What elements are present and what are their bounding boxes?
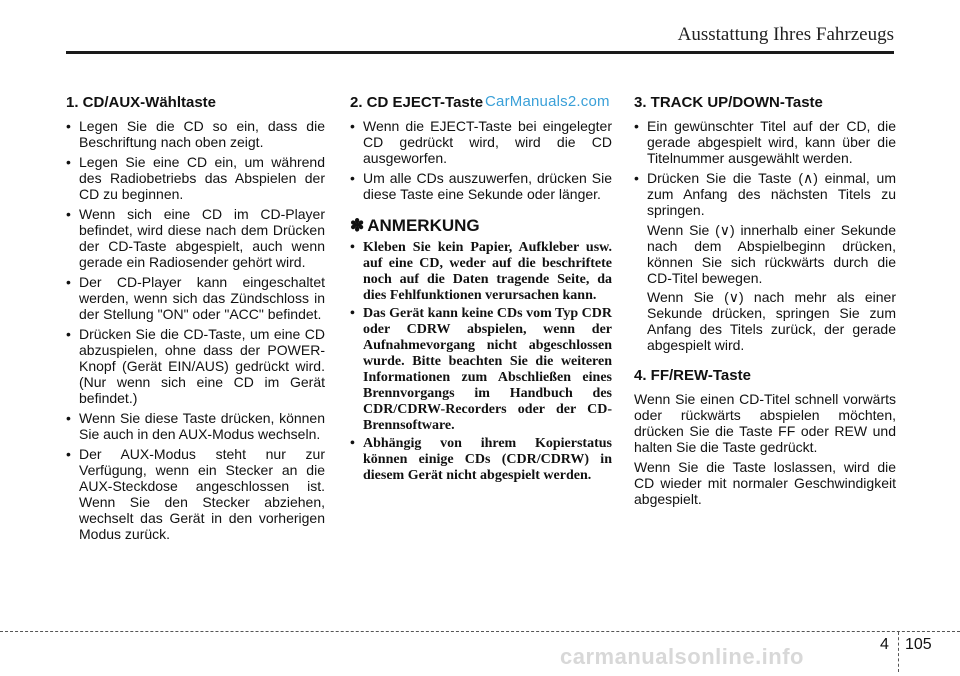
track-sub-paragraph: Wenn Sie (∨) innerhalb einer Sekunde nach dem Abspielbeginn drücken, können Sie sich rückwärts durch die CD-Titel bewegen.: [647, 222, 896, 286]
note-list: [350, 240, 612, 484]
section-heading-cd-aux: 1. CD/AUX-Wähltaste: [66, 94, 217, 111]
note-item: • Das Gerät kann keine CDs vom Typ CDR oder CDRW abspielen, wenn der Aufnahmevorgang nicht abgeschlossen wurde. Bitte beachten Sie die weiteren Informationen zum Abschließen eines Brennvorgangs im Handbuch des CDR/CDRW-Recorders oder der CD-Brennsoftware.: [350, 306, 612, 434]
list-item: • Drücken Sie die Taste (∧) einmal, um zum Anfang des nächsten Titels zu springen.: [634, 170, 896, 218]
ff-rew-paragraph: Wenn Sie die Taste loslassen, wird die CD wieder mit normaler Geschwindigkeit abgespielt.: [634, 459, 896, 507]
cd-aux-list: [66, 118, 325, 542]
note-asterisk-icon: ✽: [350, 216, 365, 235]
track-list: [634, 118, 896, 218]
list-item: • Wenn sich eine CD im CD-Player befindet, wird diese nach dem Drücken der CD-Taste abgespielt, auch wenn gerade ein Radiosender gehört wird.: [66, 206, 325, 270]
page-number: 105: [905, 636, 932, 653]
list-item: • Wenn die EJECT-Taste bei eingelegter CD gedrückt wird, wird die CD ausgeworfen.: [350, 118, 612, 166]
chapter-number: 4: [880, 636, 889, 653]
eject-list: [350, 118, 612, 202]
section-heading-ff-rew: 4. FF/REW-Taste: [634, 367, 751, 384]
note-item: • Kleben Sie kein Papier, Aufkleber usw. auf eine CD, weder auf die beschriftete noch auf die Daten tragende Seite, da dies Fehlfunktionen verursachen kann.: [350, 240, 612, 304]
ff-rew-paragraph: Wenn Sie einen CD-Titel schnell vorwärts oder rückwärts abspielen möchten, drücken Sie die Taste FF oder REW und halten Sie die Taste gedrückt.: [634, 391, 896, 455]
footer-rule: [0, 631, 960, 632]
list-item: • Drücken Sie die CD-Taste, um eine CD abzuspielen, ohne dass der POWER-Knopf (Gerät EIN/AUS) gedrückt wird. (Nur wenn sich eine CD im Gerät befindet.): [66, 326, 325, 406]
column-2: [350, 94, 612, 486]
note-heading: [350, 216, 612, 236]
note-item: • Abhängig von ihrem Kopierstatus können einige CDs (CDR/CDRW) in diesem Gerät nicht abgespielt werden.: [350, 436, 612, 484]
list-item: • Ein gewünschter Titel auf der CD, die gerade abgespielt wird, kann über die Titelnummer ausgewählt werden.: [634, 118, 896, 166]
track-sub-paragraph: Wenn Sie (∨) nach mehr als einer Sekunde drücken, springen Sie zum Anfang des Titels zurück, der gerade abgespielt wird.: [647, 289, 896, 353]
column-3: [634, 94, 896, 511]
column-1: [66, 94, 325, 546]
running-header-title: Ausstattung Ihres Fahrzeugs: [677, 24, 894, 45]
list-item: • Wenn Sie diese Taste drücken, können Sie auch in den AUX-Modus wechseln.: [66, 410, 325, 442]
list-item: • Legen Sie die CD so ein, dass die Beschriftung nach oben zeigt.: [66, 118, 325, 150]
section-heading-track: 3. TRACK UP/DOWN-Taste: [634, 94, 823, 111]
section-heading-eject: 2. CD EJECT-Taste: [350, 94, 484, 111]
list-item: • Der CD-Player kann eingeschaltet werden, wenn sich das Zündschloss in der Stellung "ON" oder "ACC" befindet.: [66, 274, 325, 322]
page-number-divider: [898, 632, 899, 672]
header-rule: [66, 51, 894, 54]
list-item: • Legen Sie eine CD ein, um während des Radiobetriebs das Abspielen der CD zu beginnen.: [66, 154, 325, 202]
list-item: • Um alle CDs auszuwerfen, drücken Sie diese Taste eine Sekunde oder länger.: [350, 170, 612, 202]
note-heading-label: ANMERKUNG: [367, 216, 480, 235]
list-item: • Der AUX-Modus steht nur zur Verfügung, wenn ein Stecker an die AUX-Steckdose angeschlossen ist. Wenn Sie den Stecker abziehen, wechselt das Gerät in den vorherigen Modus zurück.: [66, 446, 325, 542]
watermark-top: CarManuals2.com: [485, 93, 610, 110]
watermark-bottom: carmanualsonline.info: [560, 644, 804, 669]
